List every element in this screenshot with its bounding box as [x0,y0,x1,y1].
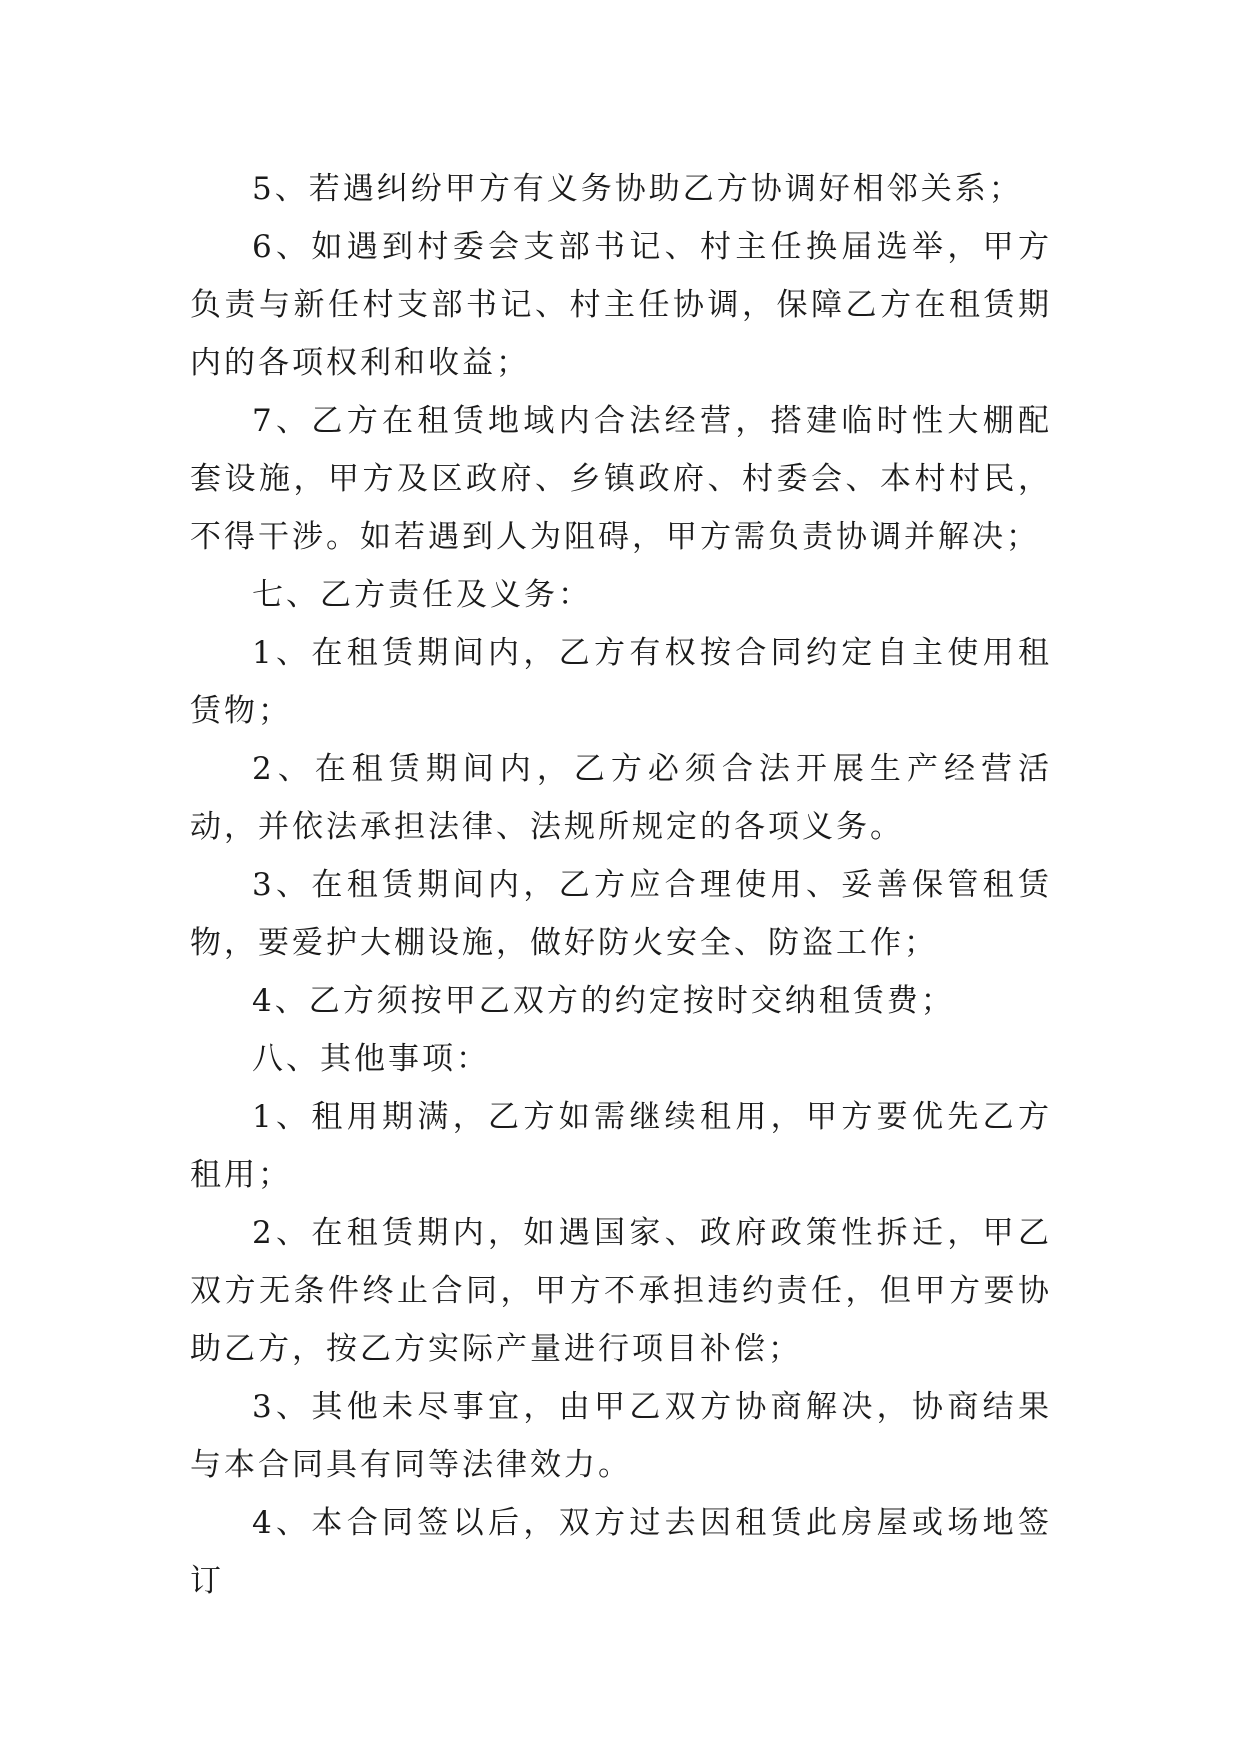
clause-5-dispute-assistance: 5、若遇纠纷甲方有义务协助乙方协调好相邻关系； [252,171,1023,207]
duty-2-lawful-business: 2、在租赁期间内，乙方必须合法开展生产经营活动，并依法承担法律、法规所规定的各项义务。 [190,751,1052,845]
other-4-supersedes-prior: 4、本合同签以后，双方过去因租赁此房屋或场地签订 [190,1505,1052,1599]
duty-3-proper-care: 3、在租赁期间内，乙方应合理使用、妥善保管租赁物，要爱护大棚设施，做好防火安全、防盗工作； [190,867,1052,961]
section-heading-party-b-duties: 七、乙方责任及义务： [252,577,592,613]
duty-1-right-of-use: 1、在租赁期间内，乙方有权按合同约定自主使用租赁物； [190,635,1052,729]
clause-6-election-coordination: 6、如遇到村委会支部书记、村主任换届选举，甲方负责与新任村支部书记、村主任协调，保障乙方在租赁期内的各项权利和收益； [190,229,1052,381]
other-3-unresolved-matters: 3、其他未尽事宜，由甲乙双方协商解决，协商结果与本合同具有同等法律效力。 [190,1389,1052,1483]
other-1-renewal-priority: 1、租用期满，乙方如需继续租用，甲方要优先乙方租用； [190,1099,1052,1193]
document-body [190,160,1052,1610]
duty-4-rent-payment: 4、乙方须按甲乙双方的约定按时交纳租赁费； [252,983,955,1019]
clause-7-legal-operation: 7、乙方在租赁地域内合法经营，搭建临时性大棚配套设施，甲方及区政府、乡镇政府、村委会、本村村民，不得干涉。如若遇到人为阻碍，甲方需负责协调并解决； [190,403,1052,555]
section-heading-other-matters: 八、其他事项： [252,1041,490,1077]
other-2-demolition-termination: 2、在租赁期内，如遇国家、政府政策性拆迁，甲乙双方无条件终止合同，甲方不承担违约责任，但甲方要协助乙方，按乙方实际产量进行项目补偿； [190,1215,1052,1367]
